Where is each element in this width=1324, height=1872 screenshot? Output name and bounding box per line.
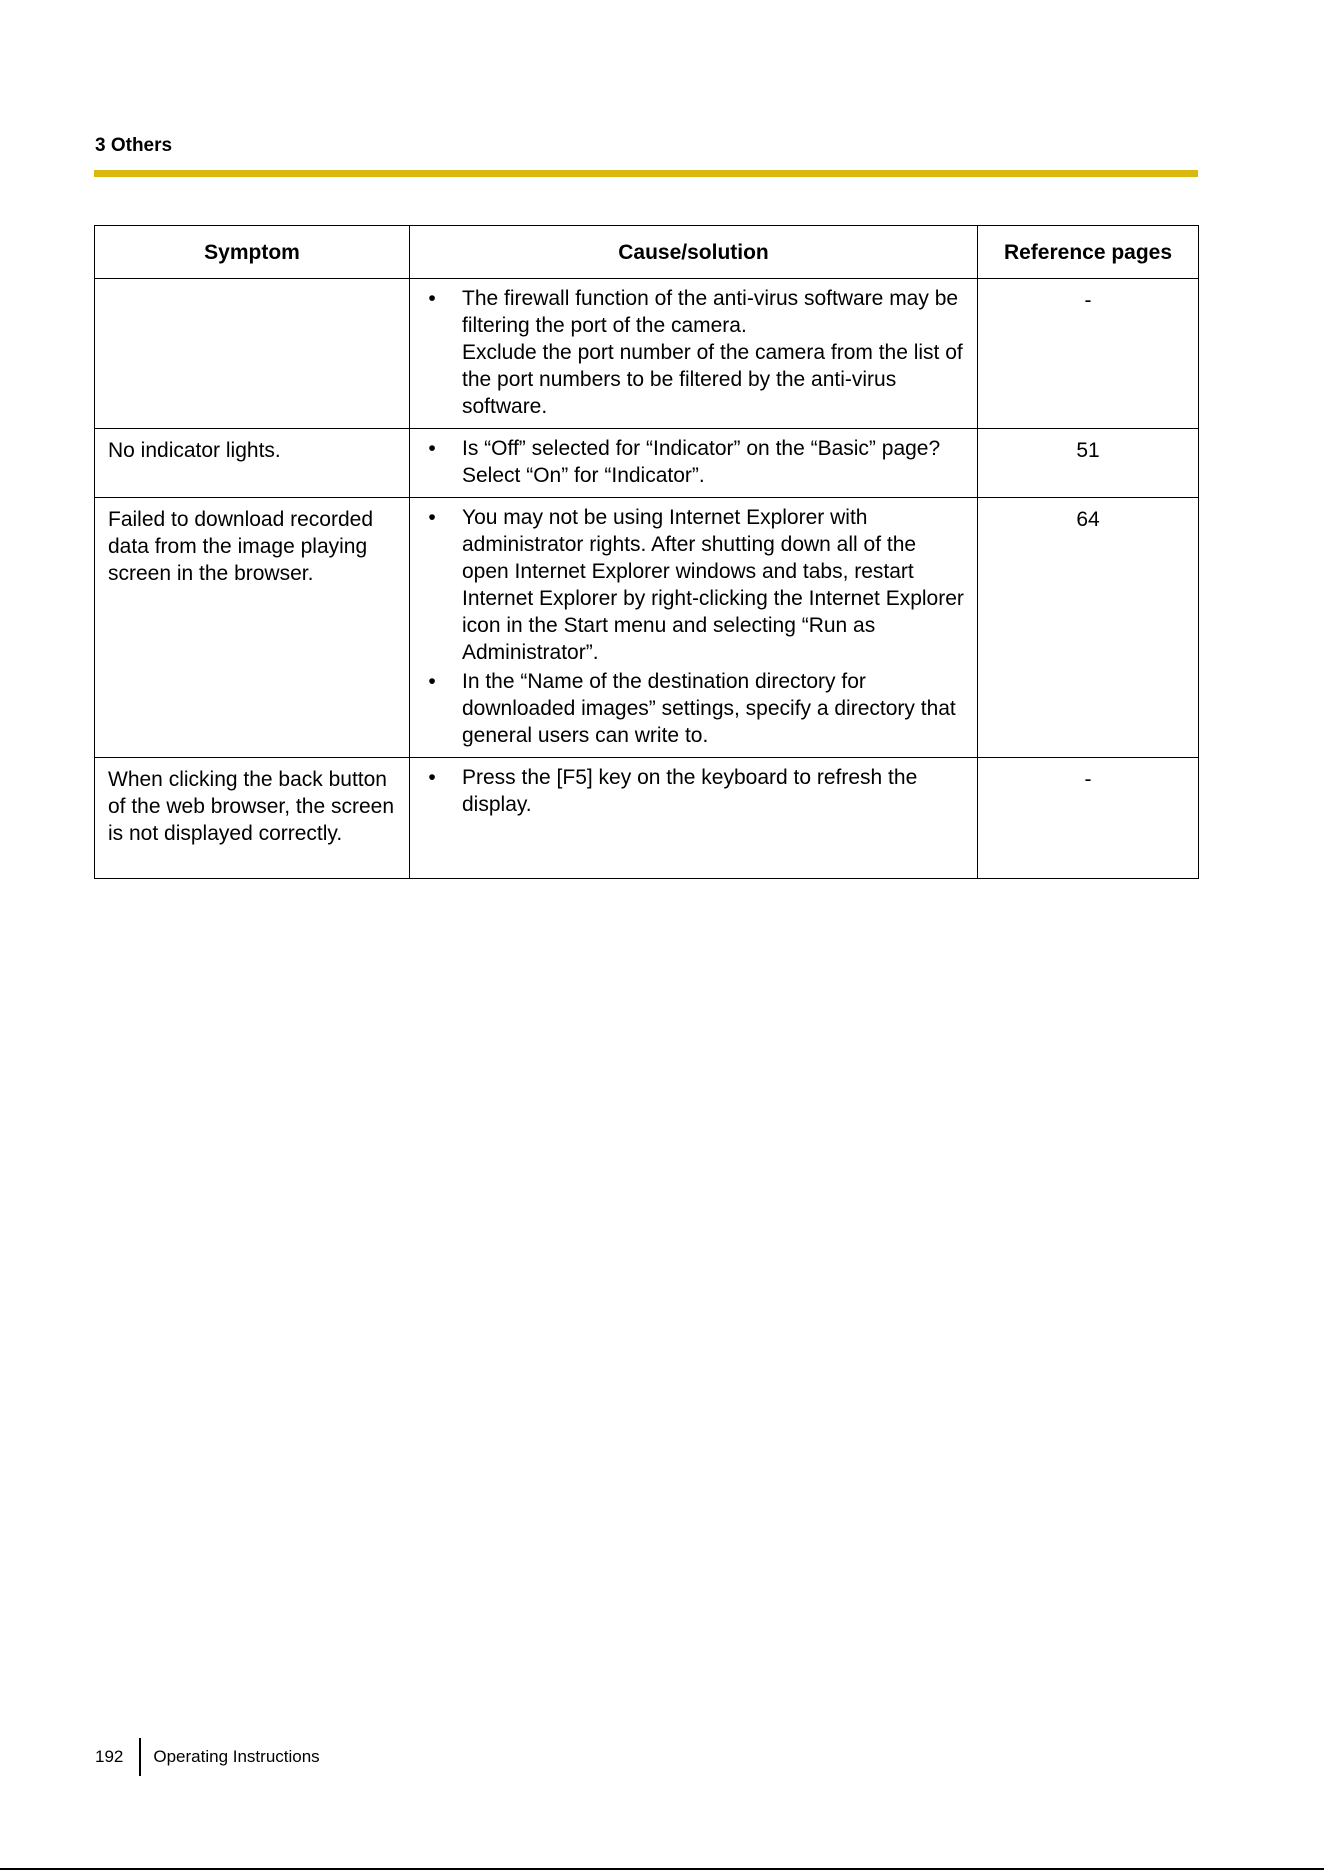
bullet-icon: • bbox=[428, 506, 436, 529]
cause-item bbox=[422, 764, 967, 818]
symptom-cell: No indicator lights. bbox=[95, 429, 410, 498]
reference-cell: 51 bbox=[978, 429, 1199, 498]
cause-list bbox=[422, 504, 967, 749]
cause-cell bbox=[410, 498, 978, 758]
column-header-cause: Cause/solution bbox=[410, 226, 978, 279]
reference-cell: 64 bbox=[978, 498, 1199, 758]
cause-cell bbox=[410, 758, 978, 879]
table-row bbox=[95, 498, 1199, 758]
symptom-cell: Failed to download recorded data from the image playing screen in the browser. bbox=[95, 498, 410, 758]
cause-list bbox=[422, 435, 967, 489]
bullet-icon: • bbox=[428, 766, 436, 789]
cause-text: Press the [F5] key on the keyboard to refresh the display. bbox=[462, 766, 918, 816]
document-title: Operating Instructions bbox=[153, 1747, 320, 1766]
cause-item bbox=[422, 504, 967, 666]
column-header-symptom: Symptom bbox=[95, 226, 410, 279]
bullet-icon: • bbox=[428, 670, 436, 693]
cause-cell bbox=[410, 429, 978, 498]
cause-cell bbox=[410, 279, 978, 429]
column-header-reference: Reference pages bbox=[978, 226, 1199, 279]
cause-text: You may not be using Internet Explorer with administrator rights. After shutting down all of the open Internet Explorer windows and tabs, restart Internet Explorer by right-clicking the Internet Explorer icon in the Start menu and selecting “Run as Administrator”. bbox=[462, 506, 964, 664]
symptom-cell: When clicking the back button of the web browser, the screen is not displayed correctly. bbox=[95, 758, 410, 879]
page-footer bbox=[95, 1738, 320, 1776]
cause-item bbox=[422, 285, 967, 420]
section-title: 3 Others bbox=[95, 135, 173, 156]
page-number: 192 bbox=[95, 1747, 124, 1766]
cause-item bbox=[422, 435, 967, 489]
cause-text: Is “Off” selected for “Indicator” on the “Basic” page? Select “On” for “Indicator”. bbox=[462, 437, 941, 487]
table-row bbox=[95, 429, 1199, 498]
bottom-rule bbox=[0, 1868, 1324, 1870]
table-row bbox=[95, 279, 1199, 429]
bullet-icon: • bbox=[428, 437, 436, 460]
table-row bbox=[95, 758, 1199, 879]
cause-list bbox=[422, 764, 967, 818]
reference-cell: - bbox=[978, 758, 1199, 879]
accent-rule bbox=[94, 170, 1198, 177]
bullet-icon: • bbox=[428, 287, 436, 310]
cause-text: In the “Name of the destination directory for downloaded images” settings, specify a directory that general users can write to. bbox=[462, 670, 956, 747]
reference-cell: - bbox=[978, 279, 1199, 429]
footer-divider bbox=[139, 1738, 141, 1776]
cause-text: The firewall function of the anti-virus software may be filtering the port of the camera. Exclude the port number of the camera from the list of the port numbers to be filtered by the anti-virus software. bbox=[462, 287, 963, 418]
cause-list bbox=[422, 285, 967, 420]
cause-item bbox=[422, 668, 967, 749]
symptom-cell bbox=[95, 279, 410, 429]
troubleshooting-table bbox=[94, 225, 1199, 879]
table-header-row bbox=[95, 226, 1199, 279]
